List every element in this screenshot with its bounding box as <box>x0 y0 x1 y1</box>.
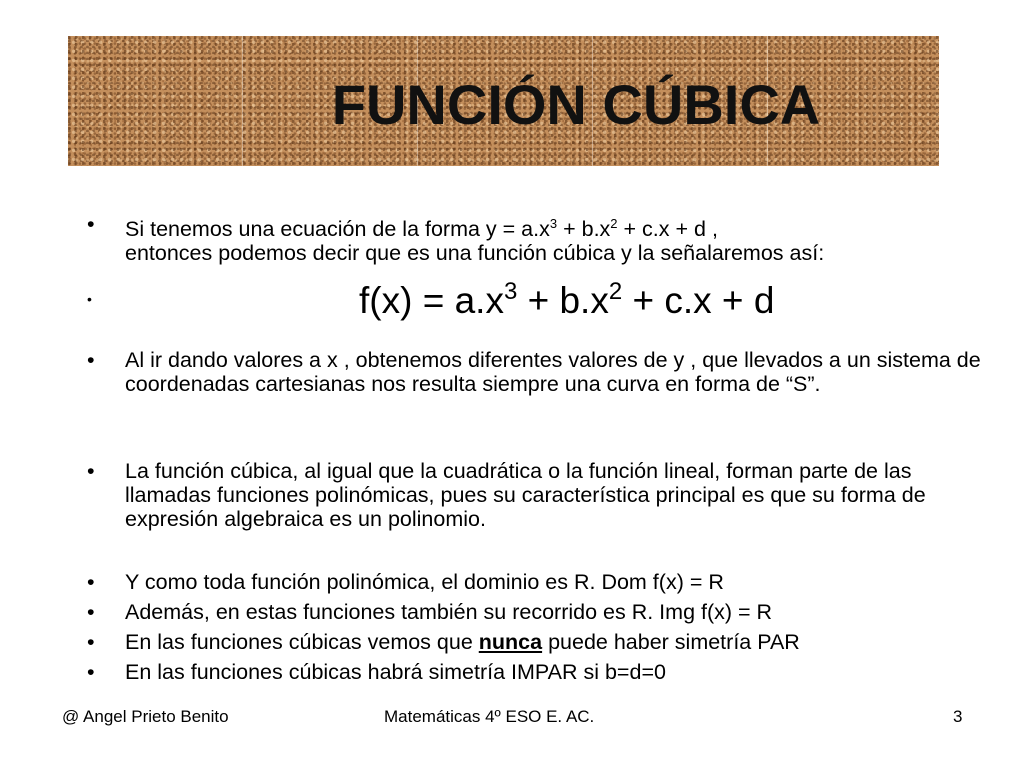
polynomial-text: La función cúbica, al igual que la cuadrática o la función lineal, forman parte de las llamadas funciones polinómicas, pues su característica principal es que su forma de expresión algebraica es un polinomio. <box>125 459 926 531</box>
odd-symmetry-text: En las funciones cúbicas habrá simetría IMPAR si b=d=0 <box>125 660 666 684</box>
formula-part-2: + b.x <box>517 280 609 321</box>
s-curve-text: Al ir dando valores a x , obtenemos diferentes valores de y , que llevados a un sistema de coordenadas cartesianas nos resulta siempre una curva en forma de “S”. <box>125 348 981 396</box>
definition-text: Si tenemos una ecuación de la forma y = a.x <box>125 217 550 241</box>
footer-course: Matemáticas 4º ESO E. AC. <box>384 707 595 726</box>
bullet-polynomial <box>125 459 985 531</box>
even-symmetry-text-start: En las funciones cúbicas vemos que <box>125 630 479 654</box>
bullet-domain <box>125 570 985 594</box>
definition-term-b: + b.x <box>557 217 611 241</box>
footer-page-number: 3 <box>953 707 963 726</box>
exponent-3: 3 <box>549 216 558 231</box>
never-emphasis: nunca <box>478 630 543 654</box>
formula-exponent-3: 3 <box>503 278 518 305</box>
cubic-formula <box>359 272 774 321</box>
bullet-odd-symmetry <box>125 660 985 684</box>
bullet-range <box>125 600 985 624</box>
formula-exponent-2: 2 <box>608 278 623 305</box>
formula-part-1: f(x) = a.x <box>359 280 504 321</box>
bullet-definition <box>125 212 985 265</box>
footer-author: @ Angel Prieto Benito <box>62 707 229 726</box>
domain-text: Y como toda función polinómica, el dominio es R. Dom f(x) = R <box>125 570 724 594</box>
bullet-s-curve <box>125 348 985 396</box>
range-text: Además, en estas funciones también su recorrido es R. Img f(x) = R <box>125 600 773 624</box>
exponent-2: 2 <box>610 216 618 231</box>
slide-title: FUNCIÓN CÚBICA <box>331 73 821 136</box>
bullet-even-symmetry <box>125 630 985 654</box>
definition-line-2: entonces podemos decir que es una función cúbica y la señalaremos así: <box>125 241 825 265</box>
formula-part-3: + c.x + d <box>622 280 775 321</box>
even-symmetry-text-end: puede haber simetría PAR <box>542 630 800 654</box>
definition-term-cd: + c.x + d , <box>617 217 718 241</box>
title-banner <box>68 36 939 166</box>
